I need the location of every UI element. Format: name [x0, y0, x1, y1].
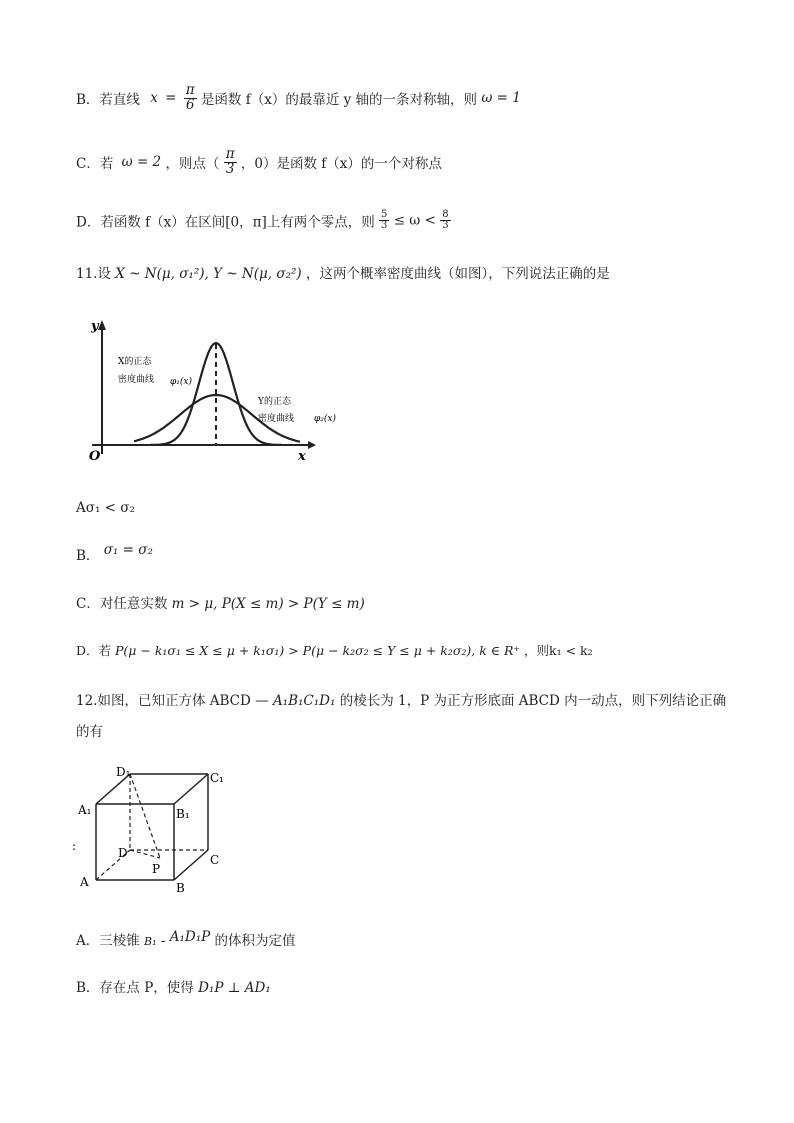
q12-stem-line-2: 的有 — [76, 724, 103, 740]
q10-option-d-frac2-den: 3 — [442, 220, 449, 231]
q10-option-c-fraction — [224, 148, 237, 176]
q10-option-d-mid: ≤ ω < — [393, 212, 441, 229]
q11-option-a: Aσ₁ < σ₂ — [76, 500, 135, 516]
q11-y-arrow — [98, 320, 106, 330]
q12-option-a-math1: B₁ — [144, 935, 157, 948]
q10-option-d-text: D．若函数 f（x）在区间[0，π]上有两个零点，则 — [76, 214, 375, 231]
q10-option-b-text: 是函数 f（x）的最靠近 y 轴的一条对称轴，则 — [200, 92, 478, 108]
q10-option-d-frac1-num: 5 — [381, 209, 388, 220]
q11-density-figure — [86, 314, 346, 464]
q10-option-d-frac1 — [379, 210, 389, 231]
q11-stem-suffix: ，这两个概率密度曲线（如图），下列说法正确的是 — [305, 266, 610, 282]
cube-label-c: C — [210, 853, 220, 867]
q12-stem-part-a: 12.如图，已知正方体 ABCD — — [76, 693, 269, 709]
q11-y-axis-label: y — [91, 319, 99, 334]
q10-option-d — [76, 210, 451, 231]
cube-label-a: A — [80, 875, 89, 889]
q11-origin-label: O — [89, 449, 101, 464]
cube-label-b1: B₁ — [176, 807, 190, 821]
q10-option-c-text1: ，则点（ — [165, 156, 220, 172]
q10-option-b-frac-num: π — [185, 82, 195, 98]
q10-option-c — [76, 148, 442, 176]
q10-option-b-frac-den: 6 — [184, 98, 197, 113]
q12-option-a-suffix: 的体积为定值 — [214, 933, 296, 949]
q12-option-a-dash: - — [160, 933, 170, 949]
q10-option-c-label: C．若 — [76, 156, 114, 172]
q10-option-b-x: x — [150, 90, 158, 106]
q12-option-b — [76, 976, 271, 996]
q11-option-d-math: P(μ − k₁σ₁ ≤ X ≤ μ + k₁σ₁) > P(μ − k₂σ₂ ≤ Y ≤ μ + k₂σ₂), k ∈ R⁺ — [115, 643, 521, 658]
q11-stem-prefix: 11.设 — [76, 266, 111, 282]
q11-option-b-math: σ₁ = σ₂ — [103, 542, 153, 558]
q10-option-b — [76, 84, 521, 112]
q12-option-b-label: B．存在点 P，使得 — [76, 980, 194, 996]
q11-option-c — [76, 592, 365, 612]
q10-option-d-frac2-num: 8 — [442, 209, 449, 220]
q11-option-c-math: m > μ, P(X ≤ m) > P(Y ≤ m) — [171, 596, 365, 612]
q11-option-d-suffix: ，则k₁ < k₂ — [524, 643, 593, 658]
q12-stem-part-b: 的棱长为 1，P 为正方形底面 ABCD 内一动点，则下列结论正确 — [339, 693, 727, 709]
cube-segment-dp — [130, 850, 160, 858]
q11-y-curve-label-1: Y的正态 — [258, 397, 291, 407]
q11-x-arrow — [308, 441, 316, 449]
q10-option-c-text2: ，0）是函数 f（x）的一个对称点 — [240, 156, 442, 172]
q10-option-b-label: B．若直线 — [76, 92, 140, 108]
q11-option-c-text: C．对任意实数 — [76, 596, 168, 612]
cube-margin-mark: : — [72, 839, 77, 853]
cube-label-c1: C₁ — [210, 771, 224, 785]
q10-option-d-frac1-den: 3 — [381, 220, 388, 231]
q10-option-b-result: ω = 1 — [481, 90, 521, 106]
cube-label-a1: A₁ — [78, 803, 92, 817]
q11-y-curve-label-2: 密度曲线 — [258, 414, 295, 424]
q12-stem-line-1 — [76, 689, 726, 709]
cube-label-d: D — [118, 846, 128, 860]
q11-option-b — [76, 542, 153, 564]
q10-option-c-frac-den: 3 — [224, 162, 237, 177]
cube-label-d1: D₁ — [116, 765, 131, 779]
q11-x-curve-label-2: 密度曲线 — [118, 375, 155, 385]
q12-cube-figure — [72, 760, 242, 900]
q11-phi2-label: φ₂(x) — [314, 414, 337, 424]
q10-option-b-eq: = — [165, 90, 177, 106]
cube-segment-d1p — [130, 774, 160, 858]
q11-option-d-label: D．若 — [76, 643, 112, 658]
q12-stem-math: A₁B₁C₁D₁ — [272, 693, 336, 709]
q11-phi1-label: φ₁(x) — [170, 377, 193, 387]
q12-option-a — [76, 929, 295, 949]
q10-option-b-fraction — [184, 84, 197, 112]
q11-stem — [76, 262, 610, 282]
q10-option-d-frac2 — [440, 210, 450, 231]
q12-option-a-math2: A₁D₁P — [169, 929, 211, 945]
q11-x-curve-label-1: X的正态 — [118, 357, 152, 367]
q12-option-b-math: D₁P ⊥ AD₁ — [198, 980, 271, 996]
cube-edge-bc — [174, 850, 208, 880]
q12-option-a-label: A．三棱锥 — [76, 933, 140, 949]
cube-edge-b1c1 — [174, 774, 208, 804]
q11-option-d — [76, 641, 593, 659]
q11-x-axis-label: x — [298, 449, 306, 464]
q10-option-c-cond: ω = 2 — [121, 154, 162, 170]
cube-label-b: B — [176, 881, 185, 895]
cube-label-p: P — [152, 862, 161, 876]
q11-stem-math: X ~ N(μ, σ₁²), Y ~ N(μ, σ₂²) — [115, 266, 302, 282]
q11-option-b-label: B． — [76, 548, 100, 564]
q10-option-c-frac-num: π — [225, 146, 235, 162]
